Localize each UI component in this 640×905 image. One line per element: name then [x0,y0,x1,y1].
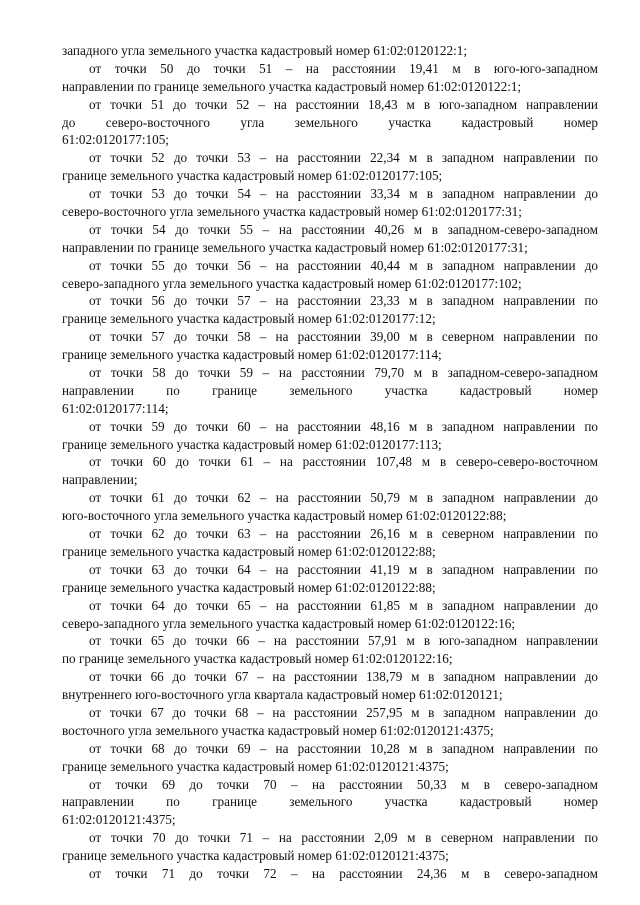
text-line: от точки 66 до точки 67 – на расстоянии 138,79 м в западном направлении до [89,669,598,685]
text-line: от точки 54 до точки 55 – на расстоянии 40,26 м в западном-северо-западном [89,221,598,237]
text-line: от точки 60 до точки 61 – на расстоянии 107,48 м в северо-северо-восточном [89,454,598,470]
text-line: границе земельного участка кадастровый номер 61:02:0120177:113; [62,436,442,452]
text-line: западного угла земельного участка кадастровый номер 61:02:0120122:1; [62,43,468,58]
text-line: границе земельного участка кадастровый номер 61:02:0120177:105; [62,168,443,184]
text-line: от точки 69 до точки 70 – на расстоянии 50,33 м в северо-западном [89,776,598,792]
text-line: направлении по границе земельного участка кадастровый номер [62,794,598,810]
text-line: от точки 63 до точки 64 – на расстоянии 41,19 м в западном направлении по [89,561,598,577]
text-line: от точки 70 до точки 71 – на расстоянии 2,09 м в северном направлении по [89,830,598,846]
text-line: от точки 68 до точки 69 – на расстоянии 10,28 м в западном направлении по [89,740,598,756]
text-line: границе земельного участка кадастровый номер 61:02:0120121:4375; [62,848,449,864]
text-line: от точки 64 до точки 65 – на расстоянии 61,85 м в западном направлении до [89,597,598,613]
text-line: северо-западного угла земельного участка кадастровый номер 61:02:0120122:16; [62,615,516,631]
text-line: границе земельного участка кадастровый номер 61:02:0120122:88; [62,543,436,559]
text-line: от точки 50 до точки 51 – на расстоянии 19,41 м в юго-юго-западном [89,60,598,76]
text-line: границе земельного участка кадастровый номер 61:02:0120121:4375; [62,758,449,774]
text-line: от точки 53 до точки 54 – на расстоянии 33,34 м в западном направлении до [89,186,598,202]
text-line: от точки 65 до точки 66 – на расстоянии 57,91 м в юго-западном направлении [89,633,598,649]
text-line: направлении по границе земельного участка кадастровый номер [62,382,598,398]
text-line: от точки 51 до точки 52 – на расстоянии 18,43 м в юго-западном направлении [89,96,598,112]
text-line: до северо-восточного угла земельного участка кадастровый номер [62,114,598,130]
text-line: по границе земельного участка кадастровый номер 61:02:0120122:16; [62,651,453,667]
text-line: 61:02:0120177:105; [62,132,169,148]
text-line: от точки 56 до точки 57 – на расстоянии 23,33 м в западном направлении по [89,293,598,309]
text-line: от точки 57 до точки 58 – на расстоянии 39,00 м в северном направлении по [89,329,598,345]
text-line: юго-восточного угла земельного участка кадастровый номер 61:02:0120122:88; [62,508,507,524]
text-line: внутреннего юго-восточного угла квартала кадастровый номер 61:02:0120121; [62,687,503,703]
document-page [62,42,598,883]
text-line: направлении по границе земельного участка кадастровый номер 61:02:0120122:1; [62,78,522,94]
text-line: 61:02:0120121:4375; [62,812,176,828]
text-line: направлении по границе земельного участка кадастровый номер 61:02:0120177:31; [62,239,528,255]
text-line: северо-восточного угла земельного участка кадастровый номер 61:02:0120177:31; [62,204,522,220]
text-line: от точки 59 до точки 60 – на расстоянии 48,16 м в западном направлении по [89,418,598,434]
text-line: границе земельного участка кадастровый номер 61:02:0120177:114; [62,347,442,363]
text-line: от точки 61 до точки 62 – на расстоянии 50,79 м в западном направлении до [89,490,598,506]
text-line: направлении; [62,472,138,488]
text-line: границе земельного участка кадастровый номер 61:02:0120122:88; [62,579,436,595]
text-line: от точки 58 до точки 59 – на расстоянии 79,70 м в западном-северо-западном [89,365,598,381]
text-line: от точки 52 до точки 53 – на расстоянии 22,34 м в западном направлении по [89,150,598,166]
text-line: 61:02:0120177:114; [62,400,169,416]
text-line: северо-западного угла земельного участка кадастровый номер 61:02:0120177:102; [62,275,522,291]
text-line: от точки 67 до точки 68 – на расстоянии 257,95 м в западном направлении до [89,704,598,720]
text-line: границе земельного участка кадастровый номер 61:02:0120177:12; [62,311,436,327]
text-line: от точки 55 до точки 56 – на расстоянии 40,44 м в западном направлении до [89,257,598,273]
text-line: от точки 71 до точки 72 – на расстоянии 24,36 м в северо-западном [89,865,598,881]
text-line: от точки 62 до точки 63 – на расстоянии 26,16 м в северном направлении по [89,526,598,542]
text-line: восточного угла земельного участка кадастровый номер 61:02:0120121:4375; [62,722,494,738]
